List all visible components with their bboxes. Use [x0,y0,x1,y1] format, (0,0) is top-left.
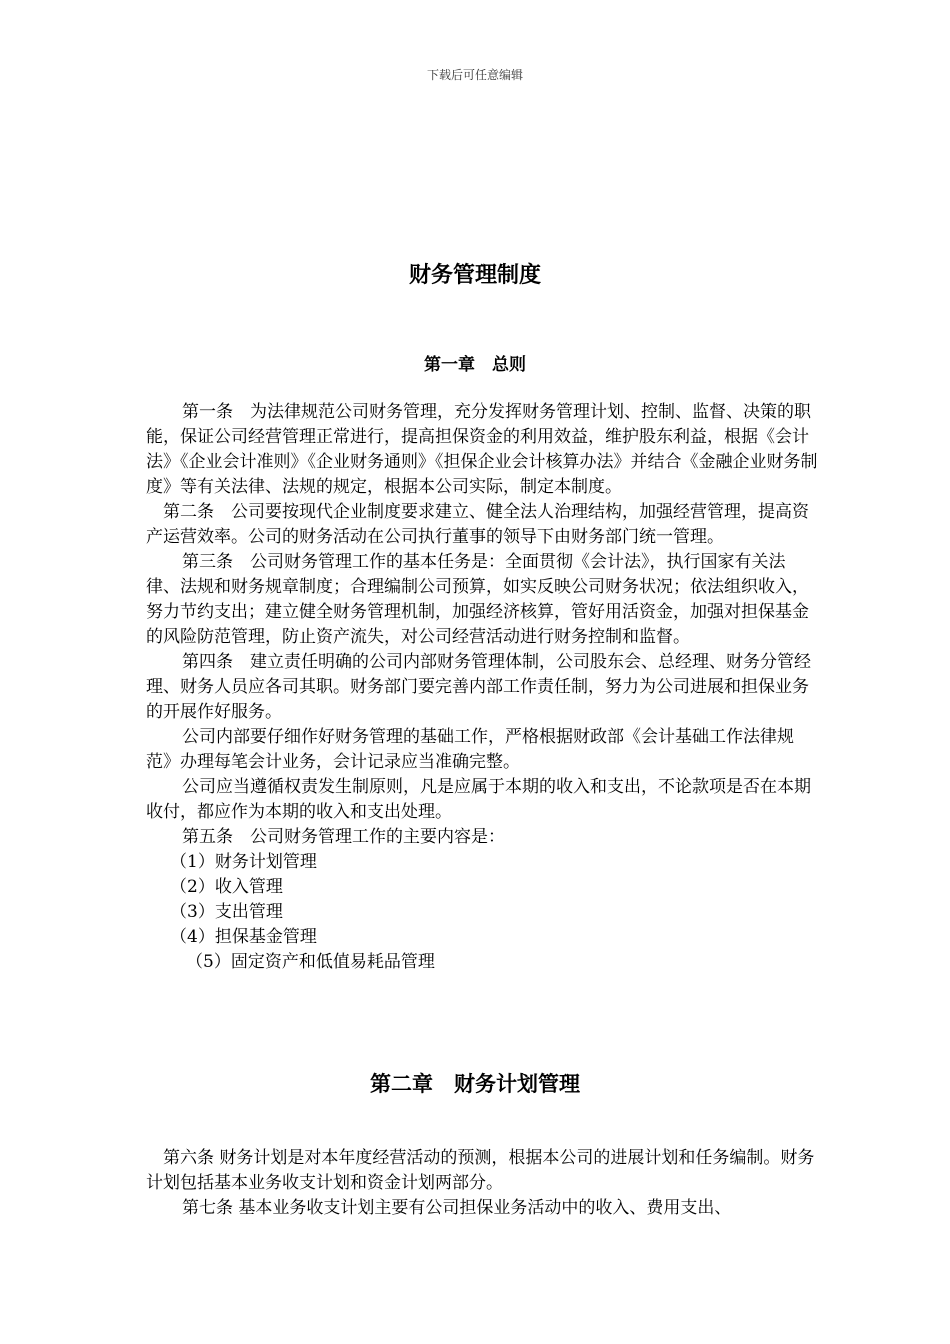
chapter-1-body [146,400,818,975]
basic-work-paragraph: 公司内部要仔细作好财务管理的基础工作，严格根据财政部《会计基础工作法律规范》办理每笔会计业务，会计记录应当准确完整。 [146,727,794,772]
article-2-paragraph: 第二条 公司要按现代企业制度要求建立、健全法人治理结构，加强经营管理，提高资产运营效率。公司的财务活动在公司执行董事的领导下由财务部门统一管理。 [146,502,809,547]
document-title: 财务管理制度 [408,263,541,288]
article-3-paragraph: 第三条 公司财务管理工作的基本任务是：全面贯彻《会计法》，执行国家有关法律、法规和财务规章制度；合理编制公司预算，如实反映公司财务状况；依法组织收入，努力节约支出；建立健全财务管理机制，加强经济核算，管好用活资金，加强对担保基金的风险防范管理，防止资产流失，对公司经营活动进行财务控制和监督。 [146,552,809,647]
article-6-paragraph: 第六条 财务计划是对本年度经营活动的预测，根据本公司的进展计划和任务编制。财务计划包括基本业务收支计划和资金计划两部分。 [146,1148,815,1193]
article-7-paragraph: 第七条 基本业务收支计划主要有公司担保业务活动中的收入、费用支出、 [182,1198,732,1218]
article-5-paragraph: 第五条 公司财务管理工作的主要内容是： [182,827,505,847]
article-1-paragraph: 第一条 为法律规范公司财务管理，充分发挥财务管理计划、控制、监督、决策的职能，保证公司经营管理正常进行，提高担保资金的利用效益，维护股东利益，根据《会计法》《企业会计准则》《企业财务通则》《担保企业会计核算办法》并结合《金融企业财务制度》等有关法律、法规的规定，根据本公司实际，制定本制度。 [146,402,818,497]
list-item: （2）收入管理 [170,877,283,897]
accrual-principle-paragraph: 公司应当遵循权责发生制原则，凡是应属于本期的收入和支出，不论款项是否在本期收付，都应作为本期的收入和支出处理。 [146,777,811,822]
chapter-2-body [146,1146,818,1221]
article-4-paragraph: 第四条 建立责任明确的公司内部财务管理体制，公司股东会、总经理、财务分管经理、财务人员应各司其职。财务部门要完善内部工作责任制，努力为公司进展和担保业务的开展作好服务。 [146,652,811,722]
chapter-1-heading: 第一章 总则 [424,355,526,375]
list-item: （5）固定资产和低值易耗品管理 [186,952,435,972]
header-note: 下载后可任意编辑 [426,68,523,82]
list-item: （3）支出管理 [170,902,283,922]
list-item: （1）财务计划管理 [170,852,317,872]
chapter-2-heading: 第二章 财务计划管理 [370,1072,580,1096]
list-item: （4）担保基金管理 [170,927,317,947]
